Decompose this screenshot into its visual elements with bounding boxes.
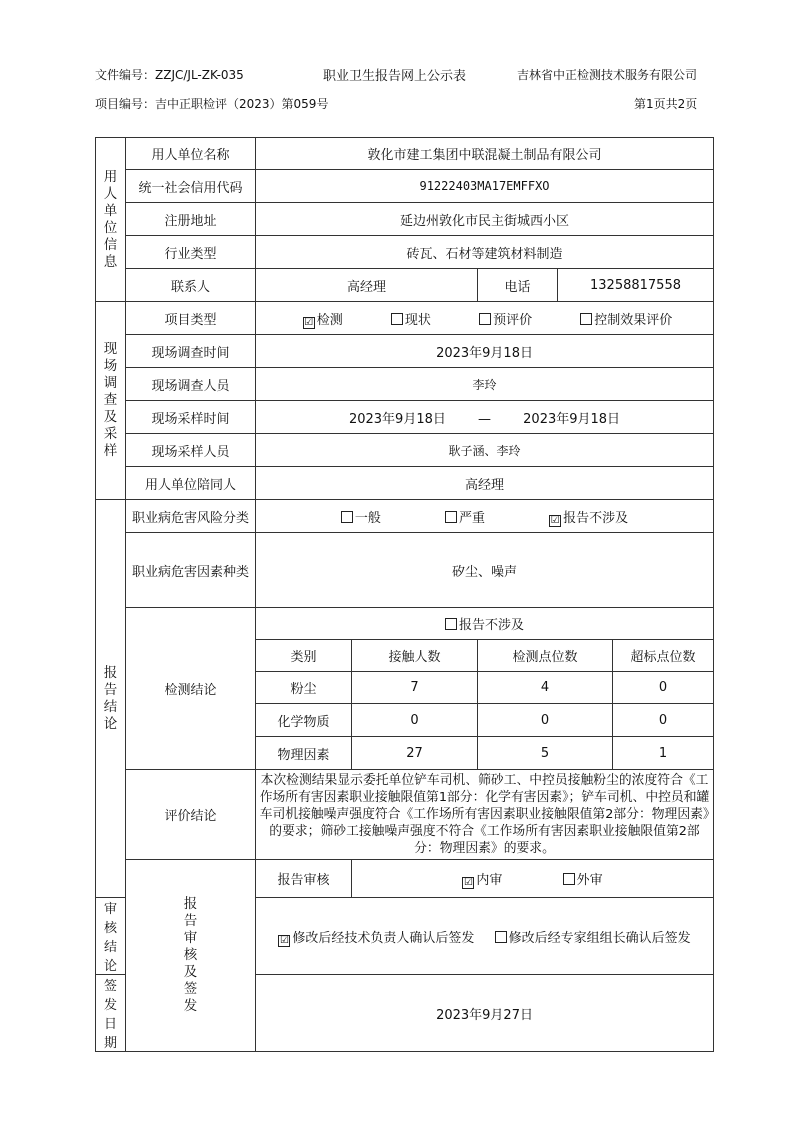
document-title: 职业卫生报告网上公示表 (323, 69, 467, 84)
section-survey: 现 场 调 查 及 采 样 (96, 302, 126, 500)
checkbox-icon (563, 873, 575, 885)
checkbox-icon (445, 618, 457, 630)
type-option-control-effect[interactable]: 控制效果评价 (580, 309, 672, 328)
label-review-result: 审核结论 (96, 898, 126, 975)
companion: 高经理 (256, 467, 714, 500)
risk-class-options (256, 500, 714, 533)
evaluation-text: 本次检测结果显示委托单位铲车司机、筛砂工、中控员接触粉尘的浓度符合《工作场所有害因素职业接触限值第1部分：化学有害因素》；铲车司机、中控员和罐车司机接触噪声强度符合《工作场所有害因素职业接触限值第2部分：物理因素》的要求；筛砂工接触噪声强度不符合《工作场所有害因素职业接触限值第2部分：物理因素》的要求。 (256, 770, 714, 860)
review-result-options (256, 898, 714, 975)
checkbox-icon (341, 511, 353, 523)
checkbox-icon (391, 313, 403, 325)
table-cell: 粉尘 (256, 672, 352, 704)
checkbox-icon: ☑ (304, 316, 314, 328)
disclosure-table (95, 137, 714, 1052)
page-indicator: 第1页共2页 (634, 97, 698, 111)
checkbox-icon: ☑ (463, 877, 473, 888)
issue-date: 2023年9月27日 (256, 975, 714, 1052)
survey-time: 2023年9月18日 (256, 335, 714, 368)
address: 延边州敦化市民主街城西小区 (256, 203, 714, 236)
table-cell: 4 (478, 672, 613, 704)
project-type-options (256, 302, 714, 335)
label-evaluation: 评价结论 (126, 770, 256, 860)
label-issue-date: 签发日期 (96, 975, 126, 1052)
table-cell: 7 (352, 672, 478, 704)
table-cell: 化学物质 (256, 704, 352, 737)
label-address: 注册地址 (126, 203, 256, 236)
column-header: 接触人数 (352, 640, 478, 672)
label-detection-conclusion: 检测结论 (126, 608, 256, 770)
risk-option-not-involved[interactable]: ☑ 报告不涉及 (550, 510, 629, 526)
table-cell: 物理因素 (256, 737, 352, 770)
checkbox-icon (445, 511, 457, 523)
sampling-time (256, 401, 714, 434)
label-risk-class: 职业病危害风险分类 (126, 500, 256, 533)
checkbox-icon: ☑ (550, 514, 560, 526)
sampler: 耿子涵、李玲 (256, 434, 714, 467)
column-header: 检测点位数 (478, 640, 613, 672)
company-name: 吉林省中正检测技术服务有限公司 (517, 68, 698, 82)
column-header: 超标点位数 (613, 640, 714, 672)
table-cell: 0 (352, 704, 478, 737)
employer-name: 敦化市建工集团中联混凝土制品有限公司 (256, 138, 714, 170)
table-cell: 0 (613, 672, 714, 704)
audit-option-internal[interactable]: ☑ 内审 (463, 873, 503, 888)
sampling-start: 2023年9月18日 (348, 411, 446, 427)
column-header: 类别 (256, 640, 352, 672)
industry: 砖瓦、石材等建筑材料制造 (256, 236, 714, 269)
sampling-dash: — (478, 411, 492, 427)
contact: 高经理 (256, 269, 478, 302)
type-option-pre-evaluation[interactable]: 预评价 (479, 309, 532, 328)
table-cell: 27 (352, 737, 478, 770)
label-audit: 报告审核 (256, 860, 352, 898)
table-cell: 0 (478, 704, 613, 737)
checkbox-icon (580, 313, 592, 325)
label-hazard-factors: 职业病危害因素种类 (126, 533, 256, 608)
type-option-detection[interactable]: ☑ 检测 (304, 312, 343, 328)
label-industry: 行业类型 (126, 236, 256, 269)
sampling-end: 2023年9月18日 (523, 411, 621, 427)
section-employer: 用 人 单 位 信 息 (96, 138, 126, 302)
review-option-tech-lead[interactable]: ☑ 修改后经技术负责人确认后签发 (279, 930, 475, 946)
hazard-factors: 矽尘、噪声 (256, 533, 714, 608)
project-number: 项目编号：吉中正职检评（2023）第059号 (95, 97, 329, 111)
risk-option-severe[interactable]: 严重 (445, 507, 485, 526)
review-option-expert-lead[interactable]: 修改后经专家组组长确认后签发 (495, 927, 691, 946)
label-sampler: 现场采样人员 (126, 434, 256, 467)
audit-options (352, 860, 714, 898)
label-employer-name: 用人单位名称 (126, 138, 256, 170)
label-surveyor: 现场调查人员 (126, 368, 256, 401)
phone: 13258817558 (558, 269, 714, 302)
table-cell: 0 (613, 704, 714, 737)
credit-code: 91222403MA17EMFFXO (256, 170, 714, 203)
section-conclusion: 报 告 结 论 (96, 500, 126, 898)
label-phone: 电话 (478, 269, 558, 302)
label-credit-code: 统一社会信用代码 (126, 170, 256, 203)
section-review: 报 告 审 核 及 签 发 (126, 860, 256, 1052)
detection-not-involved[interactable]: 报告不涉及 (256, 608, 714, 640)
label-contact: 联系人 (126, 269, 256, 302)
label-sampling-time: 现场采样时间 (126, 401, 256, 434)
surveyor: 李玲 (256, 368, 714, 401)
label-survey-time: 现场调查时间 (126, 335, 256, 368)
checkbox-icon: ☑ (279, 934, 289, 946)
risk-option-general[interactable]: 一般 (341, 507, 381, 526)
type-option-status[interactable]: 现状 (391, 309, 431, 328)
table-cell: 1 (613, 737, 714, 770)
checkbox-icon (479, 313, 491, 325)
file-number: 文件编号：ZZJC/JL-ZK-035 (95, 68, 244, 82)
table-cell: 5 (478, 737, 613, 770)
checkbox-icon (495, 931, 507, 943)
label-project-type: 项目类型 (126, 302, 256, 335)
audit-option-external[interactable]: 外审 (563, 869, 603, 888)
label-companion: 用人单位陪同人 (126, 467, 256, 500)
